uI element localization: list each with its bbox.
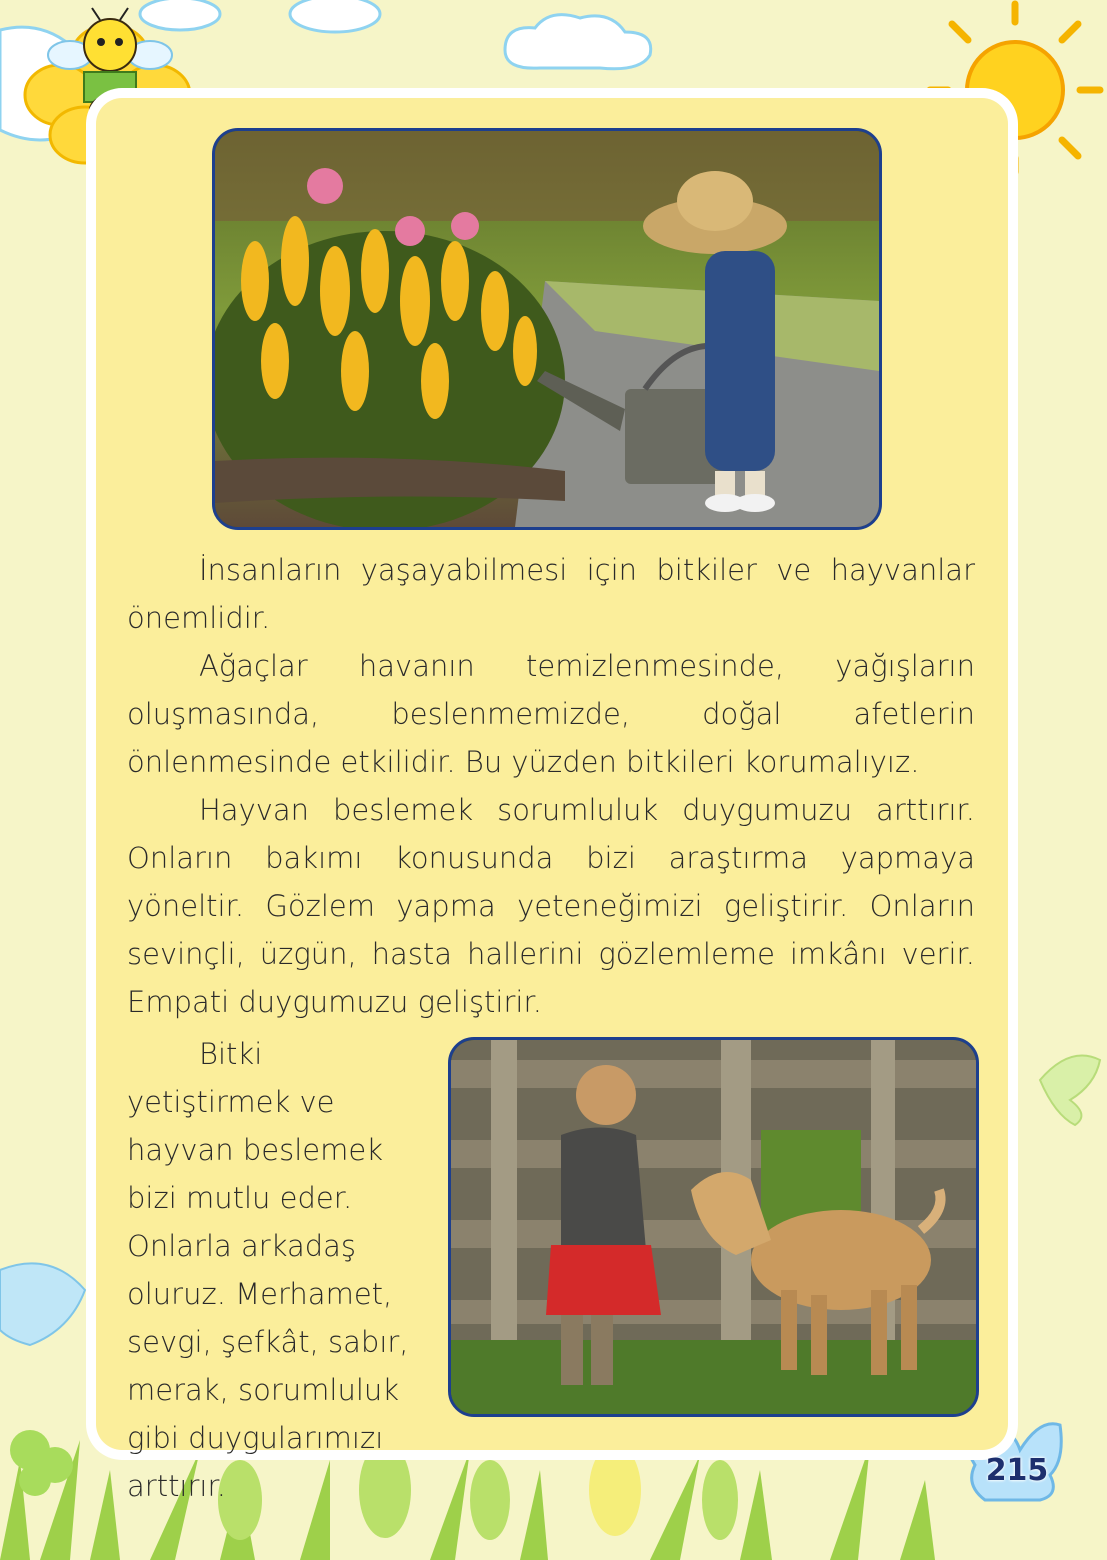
paragraph-2: Ağaçlar havanın temizlenmesinde, yağışların oluşmasında, beslenmemizde, doğal afetlerin önlenmesinde etkilidir. Bu yüzden bitkileri korumalıyız. [127,649,975,779]
cloud-icon [140,0,380,32]
side-text [127,1030,427,1510]
paragraph-3: Hayvan beslemek sorumluluk duygumuzu arttırır. Onların bakımı konusunda bizi araştırma yapmaya yöneltir. Gözlem yapma yeteneğimizi geliştirir. Onların sevinçli, üzgün, hasta hallerini gözlemleme imkânı verir. Empati duygumuzu geliştirir. [127,793,975,1019]
page-number: 215 [985,1453,1049,1488]
paragraph-1: İnsanların yaşayabilmesi için bitkiler ve hayvanlar önemlidir. [127,553,975,635]
cloud-icon [505,15,651,69]
photo-girl-feeding-goat [448,1037,979,1417]
butterfly-icon [1040,1056,1100,1126]
butterfly-icon [0,1263,85,1345]
paragraph-4: Bitki yetiştirmek ve hayvan beslemek bizi mutlu eder. Onlarla arkadaş oluruz. Merhamet, sevgi, şefkât, sabır, merak, sorumluluk gibi duygularımızı arttırır. [127,1037,409,1503]
main-text [127,546,975,1026]
photo-child-watering-flowers [212,128,882,530]
